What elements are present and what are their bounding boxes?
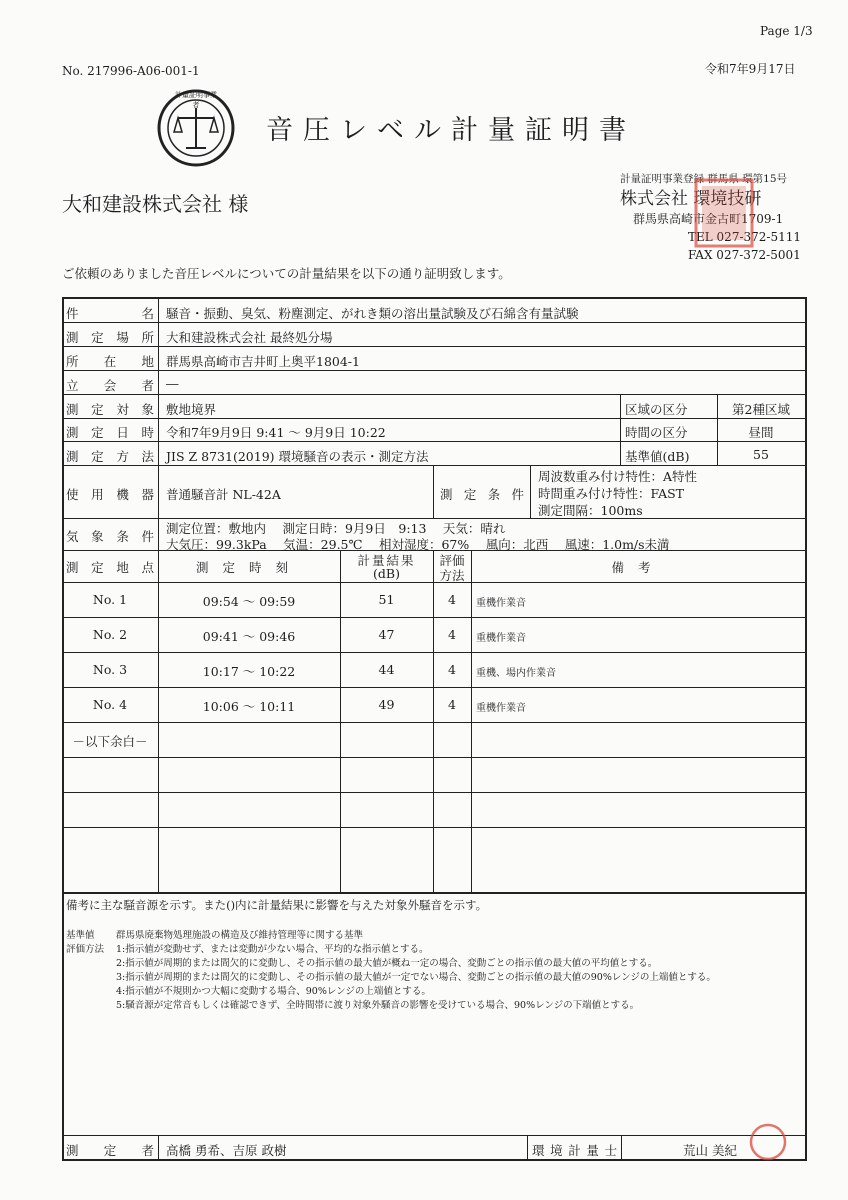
row-point: No. 3 [92, 662, 128, 677]
row-method: 4 [448, 592, 456, 607]
row-point: No. 4 [92, 697, 128, 712]
col-method-header-1: 評価 [439, 553, 465, 568]
witness-value: ― [166, 376, 179, 391]
col-method-header-2: 方法 [439, 568, 465, 583]
row-time: 10:06 ～ 10:11 [202, 699, 296, 714]
standard-note-text: 群馬県廃棄物処理施設の構造及び維持管理等に関する基準 [116, 930, 364, 941]
company-address: 群馬県高崎市金古町1709-1 [633, 212, 784, 226]
row-remarks: 重機作業音 [476, 598, 526, 609]
row-remarks: 重機作業音 [476, 633, 526, 644]
eval-note-5: 5:騒音源が定常音もしくは確認できず、全時間帯に渡り対象外騒音の影響を受けている場合、90%レンジの下端値とする。 [116, 1000, 640, 1011]
page-number: Page 1/3 [760, 24, 813, 38]
row-result: 44 [378, 662, 395, 677]
condition-3: 測定間隔：100ms [538, 503, 643, 518]
area-label: 区域の区分 [625, 402, 688, 417]
row-point: No. 1 [92, 592, 128, 607]
issue-date: 令和7年9月17日 [705, 62, 796, 76]
document-title: 音圧レベル計量証明書 [266, 115, 636, 146]
col-remarks-header: 備考 [611, 560, 665, 575]
seal-text: 計量証明事業者 [175, 91, 217, 109]
equipment-value: 普通騒音計 NL-42A [166, 487, 281, 502]
standard-note-label: 基準値 [66, 930, 95, 941]
company-name: 株式会社 環境技研 [620, 189, 762, 209]
row-time: 10:17 ～ 10:22 [202, 664, 296, 679]
document-number: No. 217996-A06-001-1 [62, 64, 200, 78]
row-method: 4 [448, 627, 456, 642]
standard-label: 基準値(dB) [625, 449, 690, 464]
company-tel: TEL 027-372-5111 [688, 230, 802, 244]
col-time-header: 測定時刻 [195, 560, 302, 575]
eval-note-1: 1:指示値が変動せず、または変動が少ない場合、平均的な指示値とする。 [116, 944, 429, 955]
witness-label: 立 会 者 [66, 378, 154, 393]
datetime-label: 測 定 日 時 [66, 425, 154, 440]
weather-label: 気 象 条 件 [66, 529, 154, 544]
row-result: 49 [378, 697, 395, 712]
location-value: 群馬県高崎市吉井町上奥平1804-1 [166, 354, 360, 369]
conditions-label: 測 定 条 件 [440, 487, 524, 502]
eval-note-3: 3:指示値が周期的または間欠的に変動し、その指示値の最大値が一定でない場合、変動ごとの指示値の最大値の90%レンジの上端値とする。 [116, 972, 716, 983]
col-result-header: 計量結果 [357, 553, 416, 568]
registration-number: 計量証明事業登録 群馬県 環第15号 [620, 173, 788, 185]
certification-seal-icon [156, 88, 236, 168]
intro-text: ご依頼のありました音圧レベルについての計量結果を以下の通り証明致します。 [62, 266, 511, 281]
row-time: 09:41 ～ 09:46 [202, 629, 296, 644]
subject-label: 件 名 [66, 306, 154, 321]
datetime-value: 令和7年9月9日 9:41 ～ 9月9日 10:22 [166, 425, 386, 440]
row-remarks: 重機、場内作業音 [476, 668, 556, 679]
row-remarks: 重機作業音 [476, 703, 526, 714]
row-method: 4 [448, 662, 456, 677]
row-method: 4 [448, 697, 456, 712]
officer-label: 環 境 計 量 士 [532, 1143, 617, 1158]
eval-label: 評価方法 [66, 944, 105, 955]
remark-line: 備考に主な騒音源を示す。また()内に計量結果に影響を与えた対象外騒音を示す。 [66, 898, 488, 912]
row-result: 51 [378, 592, 395, 607]
eval-note-2: 2:指示値が周期的または間欠的に変動し、その指示値の最大値が概ね一定の場合、変動ごとの指示値の最大値の平均値とする。 [116, 958, 658, 969]
row-time: 09:54 ～ 09:59 [202, 594, 296, 609]
condition-1: 周波数重み付け特性：A特性 [538, 469, 698, 484]
place-label: 測 定 場 所 [66, 330, 154, 345]
measurer-label: 測 定 者 [66, 1143, 154, 1158]
time-div-value: 昼間 [748, 425, 774, 440]
subject-value: 騒音・振動、臭気、粉塵測定、がれき類の溶出量試験及び石綿含有量試験 [166, 306, 579, 321]
row-result: 47 [378, 627, 395, 642]
company-stamp-icon [694, 178, 754, 248]
weather-line-1: 測定位置：敷地内 測定日時：9月9日 9:13 天気：晴れ [166, 521, 506, 536]
time-div-label: 時間の区分 [625, 425, 688, 440]
company-fax: FAX 027-372-5001 [688, 248, 801, 262]
officer-seal-icon [748, 1122, 788, 1166]
officer-name: 荒山 美紀 [683, 1143, 737, 1158]
target-label: 測 定 対 象 [66, 402, 154, 417]
eval-note-4: 4:指示値が不規則かつ大幅に変動する場合、90%レンジの上端値とする。 [116, 986, 431, 997]
equipment-label: 使 用 機 器 [66, 487, 154, 502]
place-value: 大和建設株式会社 最終処分場 [166, 330, 333, 345]
condition-2: 時間重み付け特性：FAST [538, 486, 685, 501]
client-name: 大和建設株式会社 様 [62, 192, 249, 216]
target-value: 敷地境界 [166, 402, 217, 417]
method-value: JIS Z 8731(2019) 環境騒音の表示・測定方法 [166, 449, 429, 464]
weather-line-2: 大気圧：99.3kPa 気温：29.5℃ 相対湿度：67% 風向：北西 風速：1.0m/s未満 [166, 537, 670, 552]
blank-marker: －以下余白－ [72, 734, 148, 749]
standard-value: 55 [753, 447, 769, 462]
col-unit-header: (dB) [373, 566, 400, 581]
measurer-names: 高橋 勇希、吉原 政樹 [166, 1143, 287, 1158]
location-label: 所 在 地 [66, 354, 154, 369]
row-point: No. 2 [92, 627, 128, 642]
col-point-header: 測 定 地 点 [66, 560, 154, 575]
method-label: 測 定 方 法 [66, 449, 154, 464]
area-value: 第2種区域 [732, 402, 790, 417]
